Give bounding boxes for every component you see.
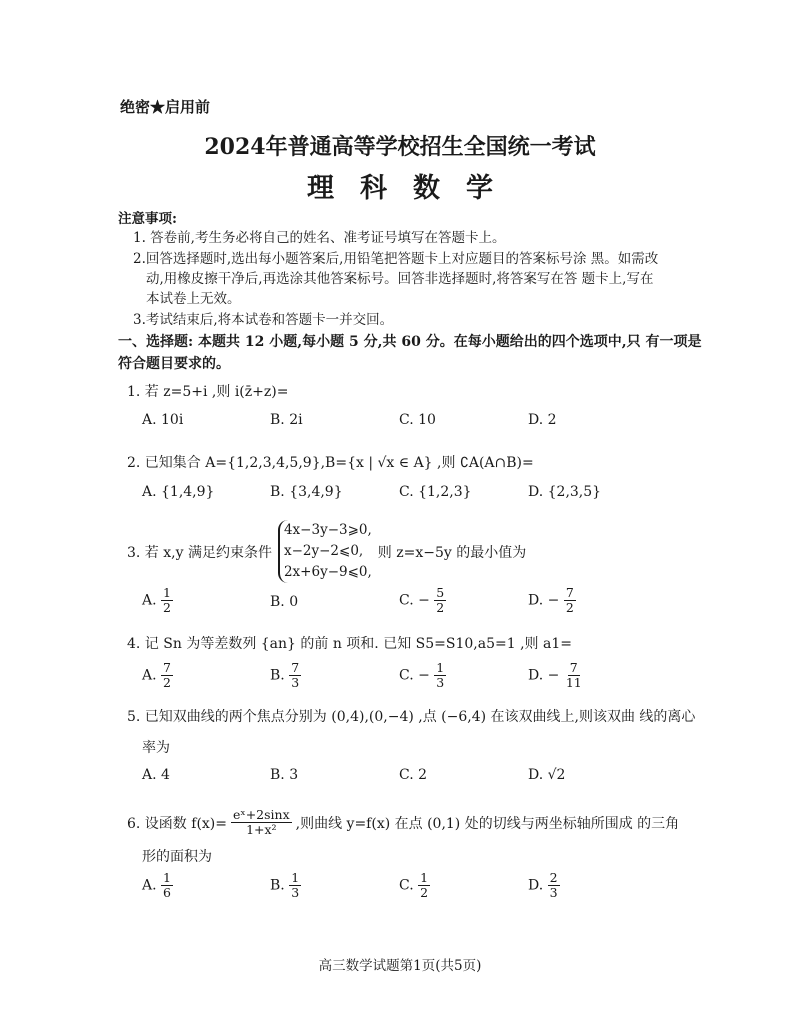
- denominator: 2: [163, 600, 171, 615]
- denominator: 11: [565, 675, 582, 690]
- option: [270, 661, 301, 690]
- subject-title: 理科数学: [307, 173, 519, 204]
- option: [142, 871, 173, 900]
- option-label: B.: [270, 877, 285, 894]
- fraction: [434, 586, 446, 615]
- exam-title: 2024年普通高等学校招生全国统一考试: [204, 134, 596, 160]
- question-stem: 1. 若 z=5+i ,则 i(z̄+z)=: [127, 384, 289, 400]
- option: [528, 871, 560, 900]
- denominator: 2: [565, 600, 574, 615]
- option-label: A.: [142, 877, 157, 894]
- option: [142, 586, 173, 615]
- stem-text: ,则曲线 y=f(x) 在点 (0,1) 处的切线与两坐标轴所围成 的三角: [295, 815, 680, 832]
- constraint: 2x+6y−9⩽0,: [283, 564, 372, 580]
- denominator: 2: [163, 675, 171, 690]
- option: B. 3: [270, 767, 299, 783]
- question-stem: [127, 520, 526, 583]
- option: [528, 661, 584, 690]
- option-label: C. −: [399, 667, 430, 684]
- fraction: [161, 586, 173, 615]
- option: [142, 661, 173, 690]
- fraction: [289, 871, 301, 900]
- question-stem: 5. 已知双曲线的两个焦点分别为 (0,4),(0,−4) ,点 (−6,4) 在该双曲线上,则该双曲 线的离心: [127, 709, 696, 725]
- confidential-mark: 绝密★启用前: [120, 98, 211, 116]
- function-fraction: [231, 808, 292, 837]
- numerator: 7: [569, 660, 578, 675]
- numerator: 1: [420, 870, 429, 885]
- fraction: [564, 661, 584, 690]
- option: D. 2: [528, 412, 557, 428]
- question-stem-cont: 率为: [142, 740, 170, 756]
- numerator: 2: [549, 870, 558, 885]
- denominator: 3: [291, 675, 300, 690]
- question-stem-cont: 形的面积为: [142, 849, 212, 865]
- option: B. 0: [270, 594, 299, 610]
- note-item: 1. 答卷前,考生务必将自己的姓名、准考证号填写在答题卡上。: [133, 230, 506, 246]
- denominator: 6: [163, 885, 171, 900]
- option-label: D.: [528, 877, 544, 894]
- numerator: eˣ+2sinx: [233, 807, 290, 822]
- fraction: [418, 871, 430, 900]
- option: C. {1,2,3}: [399, 484, 472, 500]
- option: D. {2,3,5}: [528, 484, 602, 500]
- numerator: 7: [163, 660, 171, 675]
- denominator: 2: [436, 600, 445, 615]
- option: [528, 586, 576, 615]
- numerator: 1: [436, 660, 445, 675]
- numerator: 7: [291, 660, 300, 675]
- page-footer: 高三数学试题第1页(共5页): [318, 958, 482, 974]
- fraction: [548, 871, 560, 900]
- numerator: 1: [163, 870, 171, 885]
- stem-text: 3. 若 x,y 满足约束条件: [127, 544, 272, 561]
- option: [399, 661, 446, 690]
- stem-text: 则 z=x−5y 的最小值为: [377, 544, 527, 561]
- note-item: 3.考试结束后,将本试卷和答题卡一并交回。: [133, 312, 394, 328]
- fraction: [161, 661, 173, 690]
- numerator: 7: [565, 585, 574, 600]
- option: [399, 871, 430, 900]
- option-label: D. −: [528, 592, 560, 609]
- option-label: C.: [399, 877, 414, 894]
- constraint-system: [278, 520, 372, 583]
- option: B. 2i: [270, 412, 303, 428]
- numerator: 1: [163, 585, 171, 600]
- denominator: 1+x²: [246, 822, 277, 837]
- denominator: 3: [436, 675, 445, 690]
- option: D. √2: [528, 767, 566, 783]
- option: A. 4: [142, 767, 170, 783]
- stem-text: 6. 设函数 f(x)=: [127, 815, 227, 832]
- fraction: [289, 661, 301, 690]
- numerator: 1: [291, 870, 300, 885]
- section-heading: 一、选择题: 本题共 12 小题,每小题 5 分,共 60 分。在每小题给出的四个选项中,只 有一项是符合题目要求的。: [118, 334, 702, 372]
- option-label: A.: [142, 667, 157, 684]
- numerator: 5: [436, 585, 445, 600]
- denominator: 3: [291, 885, 300, 900]
- option-label: C. −: [399, 592, 430, 609]
- option: C. 2: [399, 767, 428, 783]
- option: [270, 871, 301, 900]
- note-item: 动,用橡皮擦干净后,再选涂其他答案标号。回答非选择题时,将答案写在答 题卡上,写在: [146, 271, 654, 287]
- option: [399, 586, 446, 615]
- denominator: 2: [420, 885, 429, 900]
- question-stem: 2. 已知集合 A={1,2,3,4,5,9},B={x | √x ∈ A} ,则 ∁A(A∩B)=: [127, 455, 534, 471]
- option: B. {3,4,9}: [270, 484, 343, 500]
- note-item: 2.回答选择题时,选出每小题答案后,用铅笔把答题卡上对应题目的答案标号涂 黑。如需改: [133, 251, 659, 267]
- note-item: 本试卷上无效。: [146, 291, 241, 307]
- option-label: A.: [142, 592, 157, 609]
- question-stem: [127, 808, 679, 837]
- fraction: [161, 871, 173, 900]
- denominator: 3: [549, 885, 558, 900]
- option: A. {1,4,9}: [142, 484, 215, 500]
- question-stem: 4. 记 Sn 为等差数列 {an} 的前 n 项和. 已知 S5=S10,a5=1 ,则 a1=: [127, 636, 572, 652]
- option-label: B.: [270, 667, 285, 684]
- fraction: [564, 586, 576, 615]
- fraction: [434, 661, 446, 690]
- option-label: D. −: [528, 667, 560, 684]
- constraint: x−2y−2⩽0,: [283, 543, 364, 559]
- option: C. 10: [399, 412, 436, 428]
- notes-heading: 注意事项:: [118, 211, 177, 227]
- constraint: 4x−3y−3⩾0,: [283, 522, 372, 538]
- option: A. 10i: [142, 412, 184, 428]
